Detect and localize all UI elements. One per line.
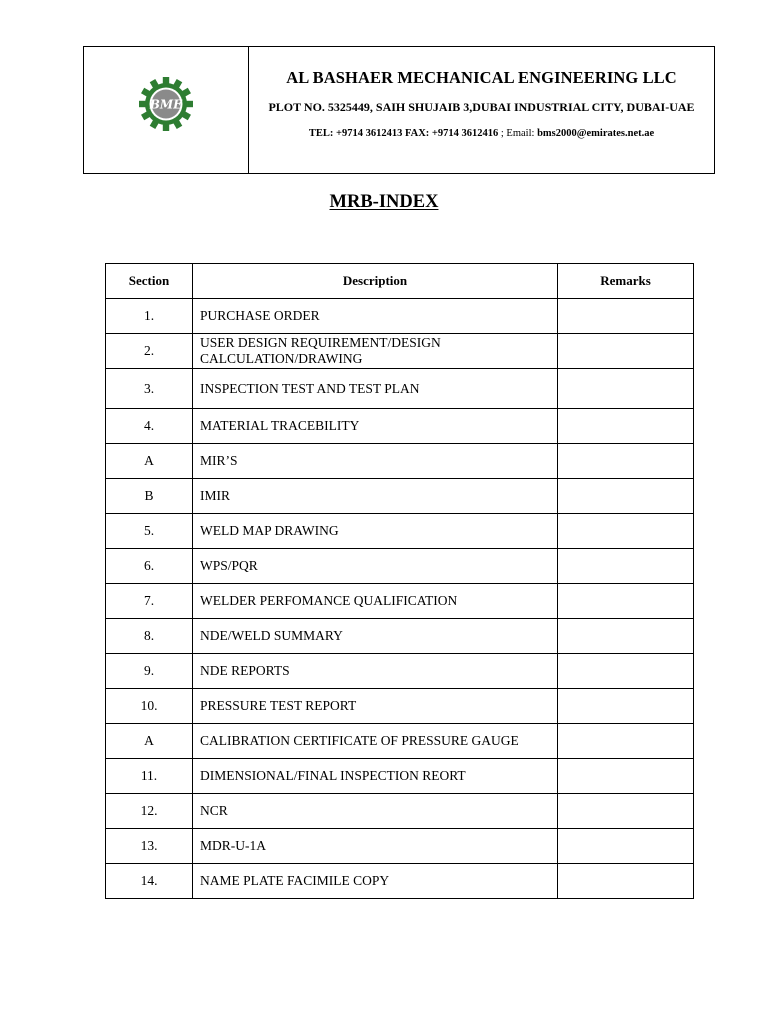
cell-description: NDE/WELD SUMMARY <box>193 619 558 654</box>
cell-description: PRESSURE TEST REPORT <box>193 689 558 724</box>
table-row <box>106 689 694 724</box>
table-row <box>106 299 694 334</box>
cell-section: A <box>106 724 193 759</box>
table-row <box>106 619 694 654</box>
cell-section: 3. <box>106 369 193 409</box>
cell-description: DIMENSIONAL/FINAL INSPECTION REORT <box>193 759 558 794</box>
table-row <box>106 724 694 759</box>
column-header-section: Section <box>106 264 193 299</box>
cell-description: WELD MAP DRAWING <box>193 514 558 549</box>
cell-description: MIR’S <box>193 444 558 479</box>
cell-description: CALIBRATION CERTIFICATE OF PRESSURE GAUGE <box>193 724 558 759</box>
cell-remarks <box>558 369 694 409</box>
cell-description: WPS/PQR <box>193 549 558 584</box>
cell-description: PURCHASE ORDER <box>193 299 558 334</box>
table-body <box>106 299 694 899</box>
cell-remarks <box>558 479 694 514</box>
cell-description: USER DESIGN REQUIREMENT/DESIGN CALCULATION/DRAWING <box>193 334 558 369</box>
contact-email: bms2000@emirates.net.ae <box>537 128 655 139</box>
cell-section: 5. <box>106 514 193 549</box>
cell-section: 8. <box>106 619 193 654</box>
cell-remarks <box>558 829 694 864</box>
table-row <box>106 409 694 444</box>
cell-remarks <box>558 334 694 369</box>
company-address: PLOT NO. 5325449, SAIH SHUJAIB 3,DUBAI INDUSTRIAL CITY, DUBAI-UAE <box>268 100 695 114</box>
cell-remarks <box>558 724 694 759</box>
cell-description: NAME PLATE FACIMILE COPY <box>193 864 558 899</box>
column-header-description: Description <box>193 264 558 299</box>
mrb-index-table <box>105 263 694 899</box>
table-row <box>106 369 694 409</box>
table-row <box>106 864 694 899</box>
table-row <box>106 584 694 619</box>
table-row <box>106 654 694 689</box>
table-row <box>106 444 694 479</box>
cell-remarks <box>558 759 694 794</box>
cell-description: MDR-U-1A <box>193 829 558 864</box>
cell-description: WELDER PERFOMANCE QUALIFICATION <box>193 584 558 619</box>
cell-section: 13. <box>106 829 193 864</box>
cell-section: 12. <box>106 794 193 829</box>
table-row <box>106 794 694 829</box>
cell-description: NDE REPORTS <box>193 654 558 689</box>
table-row <box>106 514 694 549</box>
cell-remarks <box>558 514 694 549</box>
cell-section: 1. <box>106 299 193 334</box>
cell-section: 7. <box>106 584 193 619</box>
table-row <box>106 759 694 794</box>
cell-description: INSPECTION TEST AND TEST PLAN <box>193 369 558 409</box>
cell-section: 4. <box>106 409 193 444</box>
cell-description: IMIR <box>193 479 558 514</box>
cell-remarks <box>558 654 694 689</box>
cell-remarks <box>558 409 694 444</box>
cell-section: 14. <box>106 864 193 899</box>
cell-remarks <box>558 549 694 584</box>
cell-remarks <box>558 794 694 829</box>
table-row <box>106 334 694 369</box>
contact-email-label: ; Email: <box>498 128 538 139</box>
cell-section: 9. <box>106 654 193 689</box>
cell-section: 11. <box>106 759 193 794</box>
column-header-remarks: Remarks <box>558 264 694 299</box>
cell-remarks <box>558 689 694 724</box>
company-logo <box>136 74 196 134</box>
company-name: AL BASHAER MECHANICAL ENGINEERING LLC <box>286 68 677 87</box>
cell-section: 6. <box>106 549 193 584</box>
logo-cell <box>84 47 249 173</box>
cell-remarks <box>558 619 694 654</box>
cell-section: 2. <box>106 334 193 369</box>
cell-remarks <box>558 299 694 334</box>
cell-section: A <box>106 444 193 479</box>
cell-remarks <box>558 864 694 899</box>
table-header-row <box>106 264 694 299</box>
cell-description: MATERIAL TRACEBILITY <box>193 409 558 444</box>
cell-section: 10. <box>106 689 193 724</box>
table-row <box>106 479 694 514</box>
document-title: MRB-INDEX <box>329 192 439 212</box>
cell-section: B <box>106 479 193 514</box>
letterhead <box>83 46 715 174</box>
contact-tel-fax: TEL: +9714 3612413 FAX: +9714 3612416 <box>308 128 499 139</box>
table-row <box>106 549 694 584</box>
cell-description: NCR <box>193 794 558 829</box>
cell-remarks <box>558 584 694 619</box>
logo-text: BME <box>149 97 183 112</box>
cell-remarks <box>558 444 694 479</box>
company-contact <box>248 128 715 139</box>
table-row <box>106 829 694 864</box>
